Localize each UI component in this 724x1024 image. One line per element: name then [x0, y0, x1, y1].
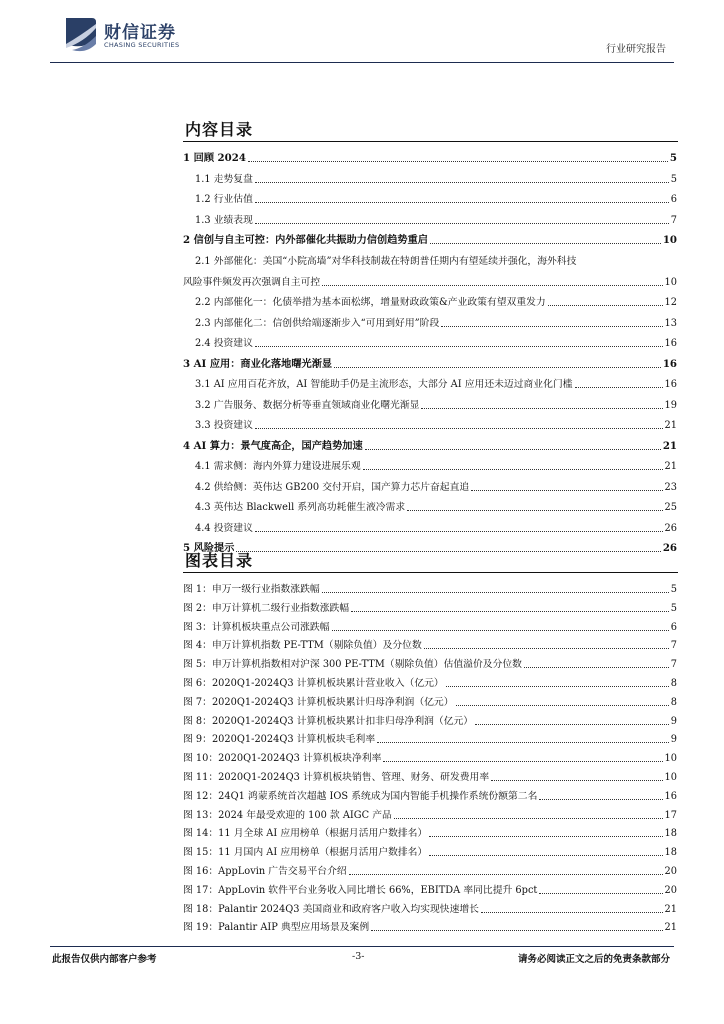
toc-entry-page: 18: [664, 828, 677, 840]
toc-dot-leader: [371, 930, 662, 931]
toc-entry[interactable]: [183, 289, 677, 309]
toc-dot-leader: [383, 761, 662, 762]
toc-entry-title: 1.2 行业估值: [195, 194, 253, 205]
toc-dot-leader: [481, 912, 663, 913]
toc-entry-title: 3 AI 应用：商业化落地曙光渐显: [183, 357, 333, 370]
toc-dot-leader: [394, 818, 663, 819]
toc-dot-leader: [365, 449, 661, 450]
toc-entry-page: 5: [669, 152, 677, 164]
toc-entry-title: 风险事件频发再次强调自主可控: [183, 276, 321, 288]
figure-entry[interactable]: [183, 764, 677, 784]
toc-entry[interactable]: [183, 186, 677, 206]
toc-entry-page: 16: [664, 790, 677, 802]
figure-entry[interactable]: [183, 576, 677, 596]
toc-dot-leader: [421, 408, 662, 409]
toc-entry-title: 图 7：2020Q1-2024Q3 计算机板块累计归母净利润（亿元）: [183, 696, 454, 708]
toc-dot-leader: [334, 367, 661, 368]
toc-dot-leader: [491, 780, 662, 781]
toc-entry[interactable]: [183, 494, 677, 514]
report-type-label: 行业研究报告: [606, 44, 666, 55]
toc-dot-leader: [322, 592, 669, 593]
toc-entry-page: 13: [664, 317, 677, 329]
toc-entry-page: 25: [664, 502, 677, 513]
toc-entry-title: 4.2 供给侧：英伟达 GB200 交付开启，国产算力芯片奋起直追: [195, 481, 470, 493]
toc-entry-title: 图 15：11 月国内 AI 应用榜单（根据月活用户数排名）: [183, 847, 428, 859]
toc-entry-title: 5 风险提示: [183, 542, 235, 554]
toc-entry-title: 2.2 内部催化一：化债举措为基本面松绑，增量财政政策&产业政策有望双重发力: [195, 297, 546, 308]
toc-entry-page: 23: [664, 481, 677, 493]
toc-entry[interactable]: [183, 227, 677, 247]
contents-title-rule: [183, 141, 678, 142]
toc-entry-title: 1.1 走势复盘: [195, 173, 253, 185]
toc-entry-page: 7: [670, 640, 677, 652]
toc-entry-page: 19: [664, 399, 677, 411]
toc-entry-title: 图 13：2024 年最受欢迎的 100 款 AIGC 产品: [183, 809, 392, 821]
toc-dot-leader: [471, 490, 662, 491]
page-header: [0, 0, 724, 66]
logo-english-name: CHASING SECURITIES: [104, 41, 180, 49]
toc-entry[interactable]: [183, 351, 677, 371]
toc-dot-leader: [248, 161, 668, 162]
toc-entry[interactable]: [183, 330, 677, 350]
toc-entry-title: 图 8：2020Q1-2024Q3 计算机板块累计扣非归母净利润（亿元）: [183, 715, 474, 727]
toc-entry-title: 4 AI 算力：景气度高企，国产趋势加速: [183, 439, 363, 452]
footer-divider: [50, 946, 674, 947]
toc-entry-title: 3.1 AI 应用百花齐放，AI 智能助手仍是主流形态，大部分 AI 应用还未迈过商业化门槛: [195, 379, 573, 390]
toc-dot-leader: [255, 202, 669, 203]
figure-entry[interactable]: [183, 877, 677, 897]
toc-entry-page: 10: [662, 234, 677, 246]
contents-title: 内容目录: [185, 120, 254, 139]
toc-entry-title: 2.3 内部催化二：信创供给端逐渐步入“可用到好用”阶段: [195, 317, 440, 329]
toc-entry-page: 7: [670, 214, 677, 226]
toc-entry[interactable]: [183, 515, 677, 535]
toc-entry-page: 16: [662, 357, 677, 370]
toc-dot-leader: [441, 326, 662, 327]
toc-entry-page: 10: [664, 772, 677, 783]
toc-dot-leader: [575, 387, 663, 388]
toc-dot-leader: [332, 630, 669, 631]
footer-disclaimer-left: 此报告仅供内部客户参考: [52, 954, 157, 965]
toc-dot-leader: [424, 648, 669, 649]
toc-entry-title: 图 1：申万一级行业指数涨跌幅: [183, 584, 320, 595]
toc-entry-title: 图 18：Palantir 2024Q3 美国商业和政府客户收入均实现快速增长: [183, 903, 479, 915]
toc-entry-page: 21: [664, 903, 677, 915]
toc-entry-page: 18: [664, 847, 677, 859]
toc-entry-title: 图 12：24Q1 鸿蒙系统首次超越 IOS 系统成为国内智能手机操作系统份额第二名: [183, 790, 538, 802]
toc-entry-page: 5: [670, 584, 677, 595]
toc-entry-title: 4.1 需求侧：海内外算力建设进展乐观: [195, 461, 361, 472]
toc-entry[interactable]: [183, 535, 677, 555]
toc-dot-leader: [456, 705, 669, 706]
toc-dot-leader: [322, 285, 662, 286]
toc-entry-page: 8: [670, 696, 677, 708]
toc-entry-title: 3.2 广告服务、数据分析等垂直领域商业化曙光渐显: [195, 399, 420, 411]
figures-title: 图表目录: [185, 551, 254, 570]
toc-entry-title: 2 信创与自主可控：内外部催化共振助力信创趋势重启: [183, 234, 428, 246]
figure-entry[interactable]: [183, 670, 677, 690]
toc-dot-leader: [363, 469, 663, 470]
toc-entry-page: 21: [662, 439, 677, 452]
figure-entry[interactable]: [183, 595, 677, 615]
toc-dot-leader: [539, 893, 662, 894]
toc-entry-title: 2.4 投资建议: [195, 338, 253, 349]
toc-dot-leader: [429, 836, 662, 837]
toc-dot-leader: [524, 667, 669, 668]
toc-entry-title: 图 5：申万计算机指数相对沪深 300 PE-TTM（剔除负值）估值溢价及分位数: [183, 659, 522, 671]
toc-entry-page: 21: [664, 461, 677, 472]
figure-entry[interactable]: [183, 802, 677, 822]
toc-entry-page: 20: [664, 884, 677, 896]
figure-entry[interactable]: [183, 858, 677, 878]
figure-entry[interactable]: [183, 820, 677, 840]
toc-entry-page: 26: [664, 522, 677, 534]
toc-entry-title: 3.3 投资建议: [195, 420, 253, 431]
toc-entry-page: 16: [664, 379, 677, 390]
toc-entry[interactable]: [183, 269, 677, 289]
toc-dot-leader: [430, 243, 661, 244]
toc-entry[interactable]: [183, 474, 677, 494]
toc-entry[interactable]: [183, 207, 677, 227]
toc-entry-title: 4.4 投资建议: [195, 522, 253, 534]
toc-entry-page: 6: [670, 194, 677, 205]
toc-dot-leader: [255, 223, 669, 224]
company-logo: [62, 14, 192, 54]
toc-entry-page: 5: [670, 602, 677, 614]
toc-entry-page: 8: [670, 678, 677, 689]
toc-dot-leader: [407, 510, 662, 511]
figure-entry[interactable]: [183, 726, 677, 746]
figure-entry[interactable]: [183, 632, 677, 652]
figure-entry[interactable]: [183, 745, 677, 765]
toc-entry-page: 7: [670, 659, 677, 671]
toc-entry-page: 6: [670, 621, 677, 633]
toc-entry-page: 17: [664, 809, 677, 821]
toc-entry-page: 12: [664, 297, 677, 308]
toc-entry[interactable]: [183, 392, 677, 412]
toc-entry-title: 图 3：计算机板块重点公司涨跌幅: [183, 621, 330, 633]
toc-entry-title: 图 2：申万计算机二级行业指数涨跌幅: [183, 602, 350, 614]
footer-disclaimer-right: 请务必阅读正文之后的免责条款部分: [517, 954, 670, 965]
toc-entry-page: 20: [664, 866, 677, 877]
toc-entry-title: 图 9：2020Q1-2024Q3 计算机板块毛利率: [183, 734, 376, 746]
toc-entry-title: 图 11：2020Q1-2024Q3 计算机板块销售、管理、财务、研发费用率: [183, 772, 490, 783]
toc-entry-page: 9: [670, 734, 677, 746]
toc-dot-leader: [429, 855, 662, 856]
toc-entry-title: 1 回顾 2024: [183, 152, 246, 164]
toc-entry-title: 4.3 英伟达 Blackwell 系列高功耗催生液冷需求: [195, 502, 406, 513]
toc-dot-leader: [475, 724, 669, 725]
toc-dot-leader: [351, 611, 669, 612]
toc-entry-title: 图 10：2020Q1-2024Q3 计算机板块净利率: [183, 753, 382, 765]
logo-mark-icon: [62, 14, 100, 54]
toc-entry-title: 图 6：2020Q1-2024Q3 计算机板块累计营业收入（亿元）: [183, 678, 444, 689]
toc-dot-leader: [377, 742, 669, 743]
figure-entry[interactable]: [183, 708, 677, 728]
toc-entry-page: 10: [664, 753, 677, 765]
figure-entry[interactable]: [183, 914, 677, 934]
toc-entry[interactable]: [183, 310, 677, 330]
figure-entry[interactable]: [183, 896, 677, 916]
toc-entry-page: 26: [662, 542, 677, 554]
toc-entry-page: 5: [670, 173, 677, 185]
figure-entry[interactable]: [183, 614, 677, 634]
toc-entry-page: 10: [664, 276, 677, 288]
figures-title-rule: [183, 572, 678, 573]
toc-entry[interactable]: [183, 433, 677, 453]
toc-dot-leader: [255, 346, 663, 347]
toc-entry-title: 图 19：Palantir AIP 典型应用场景及案例: [183, 922, 370, 934]
toc-entry-title: 图 17：AppLovin 软件平台业务收入同比增长 66%，EBITDA 率同比提升 6pct: [183, 884, 538, 896]
toc-dot-leader: [349, 874, 663, 875]
header-divider: [50, 62, 674, 63]
toc-entry-title: 图 16：AppLovin 广告交易平台介绍: [183, 866, 347, 877]
toc-entry-title: 图 4：申万计算机指数 PE-TTM（剔除负值）及分位数: [183, 640, 422, 652]
figure-entry[interactable]: [183, 689, 677, 709]
toc-entry-page: 21: [664, 420, 677, 431]
toc-entry[interactable]: [183, 412, 677, 432]
toc-entry-title-line1[interactable]: 2.1 外部催化：美国“小院高墙”对华科技制裁在特朗普任期内有望延续并强化，海外科技: [195, 255, 577, 267]
toc-dot-leader: [539, 799, 662, 800]
toc-entry-page: 9: [670, 715, 677, 727]
toc-entry-title: 图 14：11 月全球 AI 应用榜单（根据月活用户数排名）: [183, 828, 428, 840]
figure-entry[interactable]: [183, 783, 677, 803]
toc-dot-leader: [255, 428, 663, 429]
toc-entry[interactable]: [183, 166, 677, 186]
toc-dot-leader: [255, 531, 663, 532]
toc-dot-leader: [236, 551, 660, 552]
toc-dot-leader: [255, 182, 669, 183]
toc-dot-leader: [446, 686, 669, 687]
figure-entry[interactable]: [183, 839, 677, 859]
toc-entry[interactable]: [183, 371, 677, 391]
toc-entry-title: 1.3 业绩表现: [195, 214, 253, 226]
logo-chinese-name: 财信证券: [104, 23, 176, 43]
toc-entry[interactable]: [183, 145, 677, 165]
toc-entry[interactable]: [183, 453, 677, 473]
toc-entry-page: 16: [664, 338, 677, 349]
figure-entry[interactable]: [183, 651, 677, 671]
toc-entry-page: 21: [664, 922, 677, 934]
toc-dot-leader: [548, 305, 663, 306]
page-number: -3-: [352, 951, 365, 962]
